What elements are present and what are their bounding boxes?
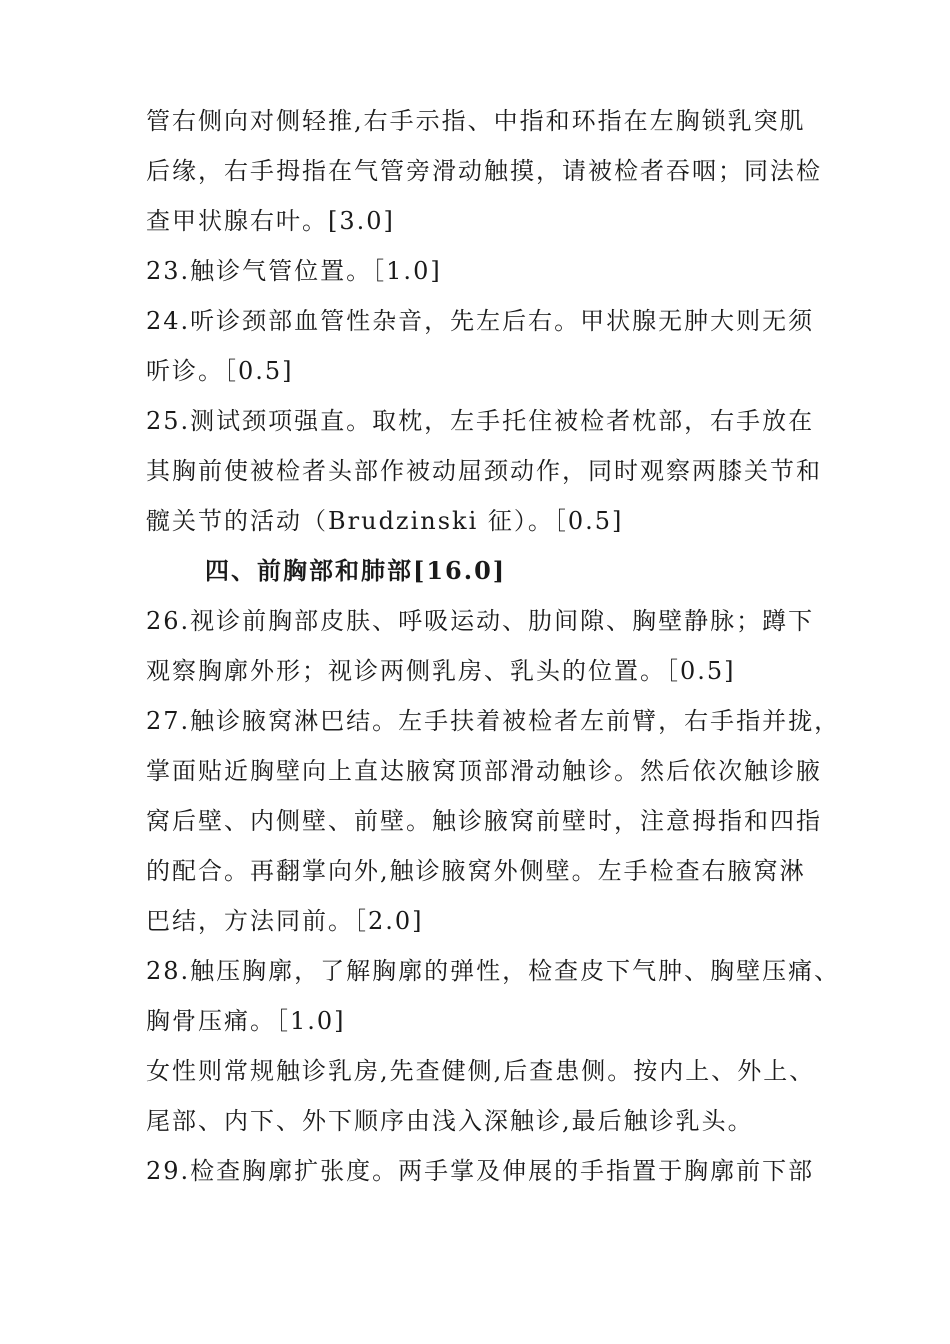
text-line: 观察胸廓外形；视诊两侧乳房、乳头的位置。［0.5] — [146, 657, 736, 685]
text-line: 查甲状腺右叶。[3.0] — [146, 207, 395, 235]
text-line: 女性则常规触诊乳房,先查健侧,后查患侧。按内上、外上、 — [146, 1057, 816, 1085]
text-line: 23.触诊气管位置。［1.0] — [146, 257, 442, 285]
text-line: 窝后壁、内侧壁、前壁。触诊腋窝前壁时，注意拇指和四指 — [146, 807, 822, 835]
text-line: 后缘，右手拇指在气管旁滑动触摸，请被检者吞咽；同法检 — [146, 157, 822, 185]
text-line: 26.视诊前胸部皮肤、呼吸运动、肋间隙、胸壁静脉；蹲下 — [146, 607, 815, 635]
text-line: 的配合。再翻掌向外,触诊腋窝外侧壁。左手检查右腋窝淋 — [146, 857, 806, 885]
text-line: 28.触压胸廓，了解胸廓的弹性，检查皮下气肿、胸壁压痛、 — [146, 957, 841, 985]
text-line: 25.测试颈项强直。取枕，左手托住被检者枕部，右手放在 — [146, 407, 815, 435]
text-line: 27.触诊腋窝淋巴结。左手扶着被检者左前臂，右手指并拢， — [146, 707, 841, 735]
text-line: 管右侧向对侧轻推,右手示指、中指和环指在左胸锁乳突肌 — [146, 107, 806, 135]
text-line: 听诊。［0.5] — [146, 357, 294, 385]
text-line: 髋关节的活动（Brudzinski 征）。［0.5] — [146, 507, 624, 535]
text-line: 其胸前使被检者头部作被动屈颈动作，同时观察两膝关节和 — [146, 457, 822, 485]
text-line: 巴结，方法同前。［2.0] — [146, 907, 424, 935]
section-heading: 四、前胸部和肺部[16.0] — [205, 556, 507, 585]
text-line: 尾部、内下、外下顺序由浅入深触诊,最后触诊乳头。 — [146, 1107, 754, 1135]
text-line: 24.听诊颈部血管性杂音，先左后右。甲状腺无肿大则无须 — [146, 307, 815, 335]
text-line: 掌面贴近胸壁向上直达腋窝顶部滑动触诊。然后依次触诊腋 — [146, 757, 822, 785]
text-line: 29.检查胸廓扩张度。两手掌及伸展的手指置于胸廓前下部 — [146, 1157, 815, 1185]
text-line: 胸骨压痛。［1.0] — [146, 1007, 346, 1035]
